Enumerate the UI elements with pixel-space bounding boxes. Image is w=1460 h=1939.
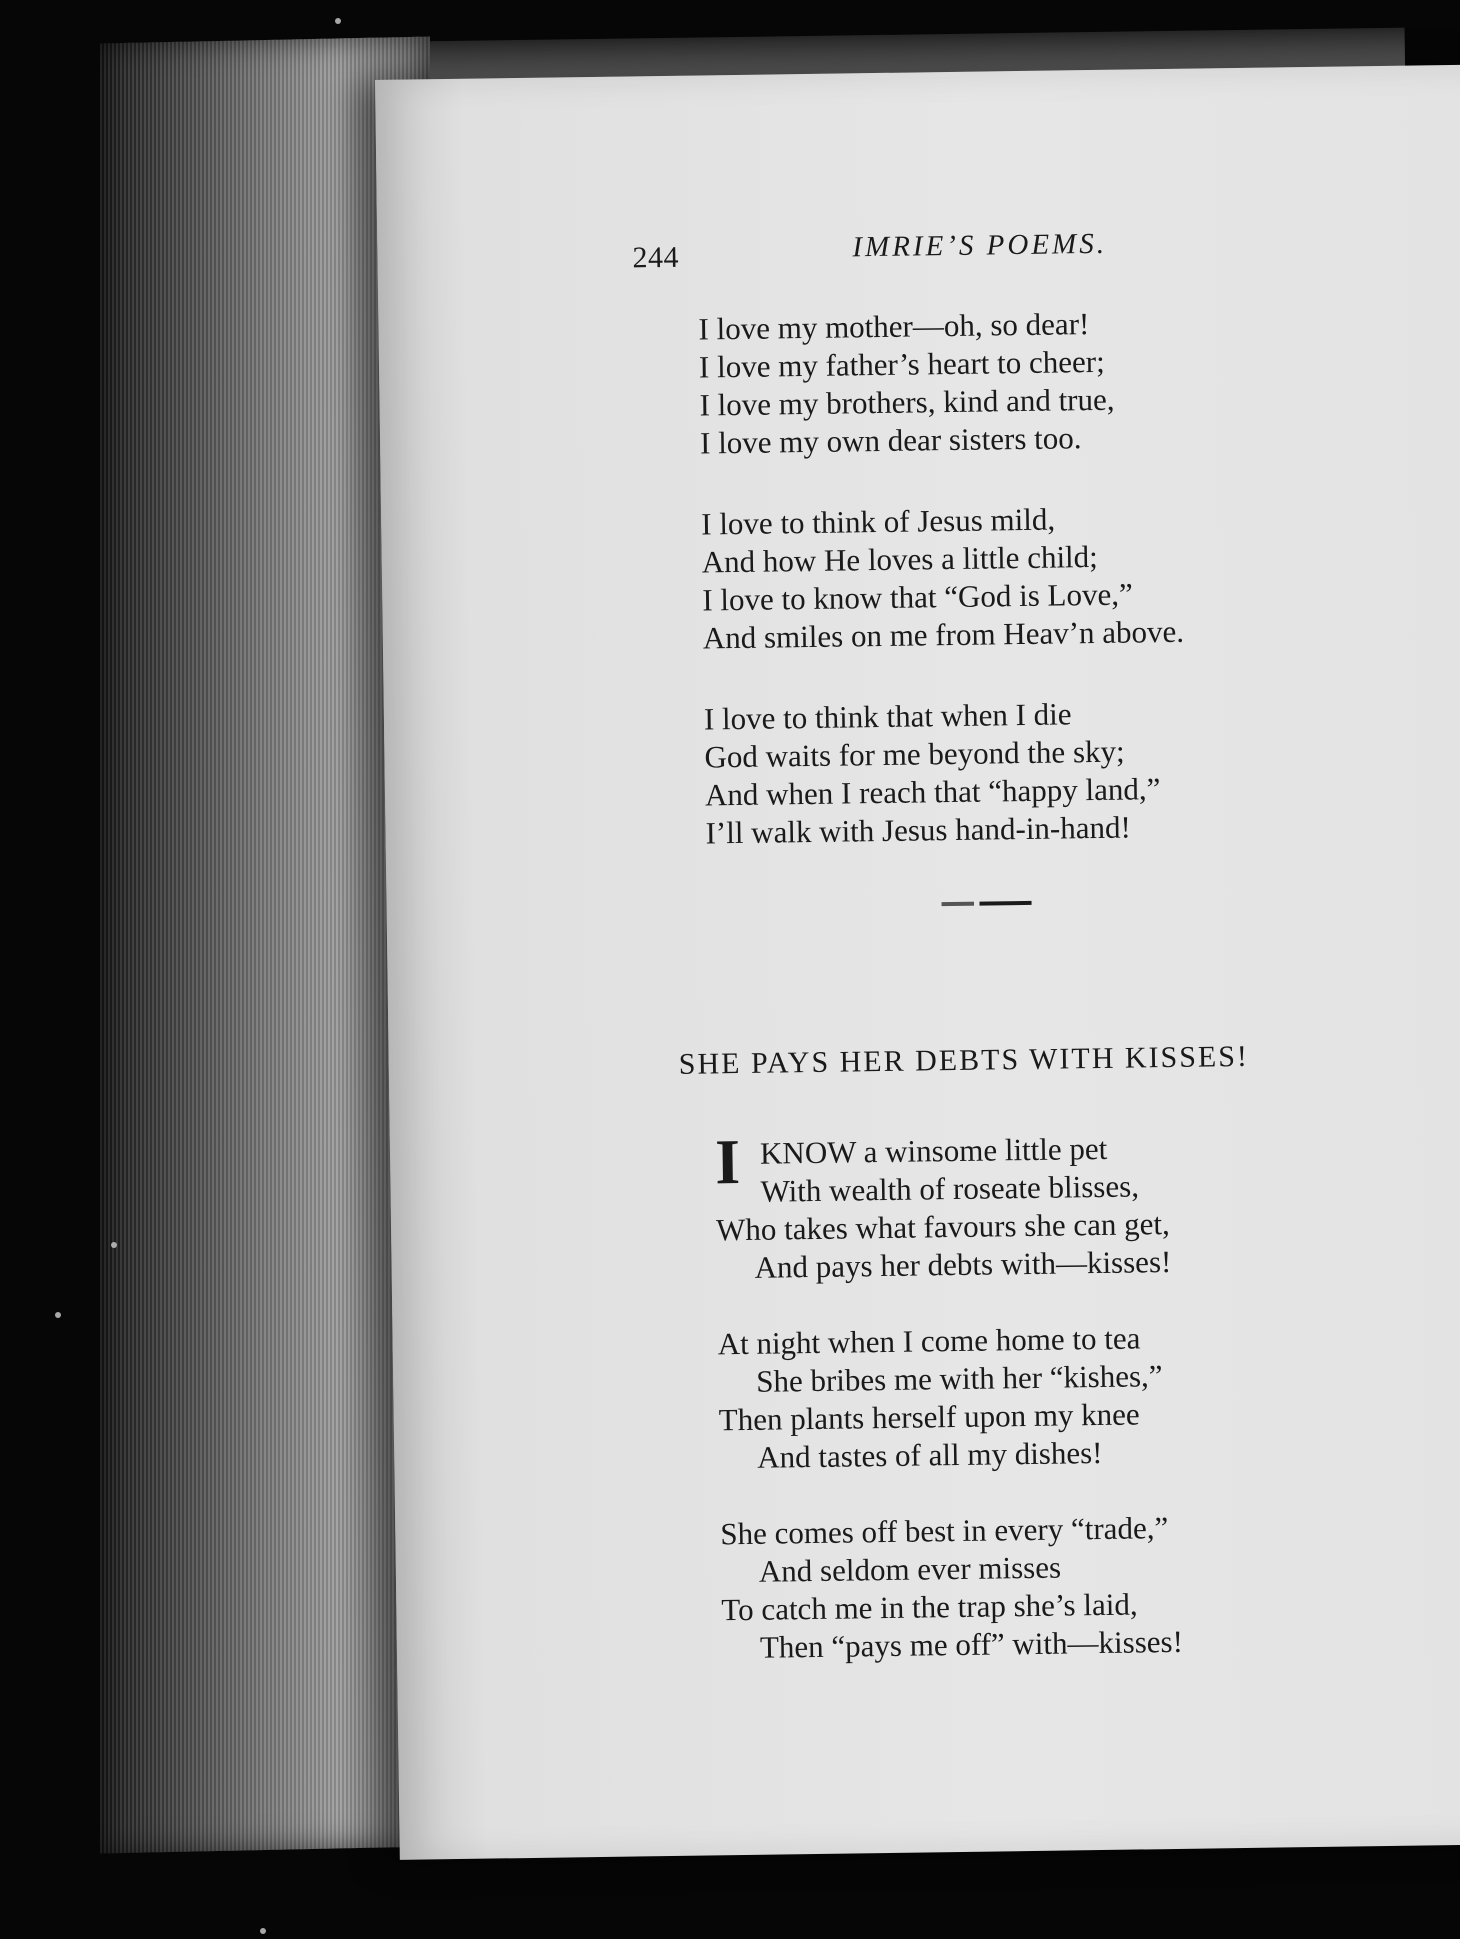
drop-cap-letter: I bbox=[714, 1126, 741, 1198]
poem-line: God waits for me beyond the sky; bbox=[704, 733, 1125, 775]
drop-cap-opening bbox=[714, 1126, 1177, 1211]
section-divider bbox=[942, 901, 1032, 906]
poem-line: Who takes what favours she can get, bbox=[715, 1206, 1170, 1248]
book-page bbox=[375, 65, 1460, 1860]
poem-line: At night when I come home to tea bbox=[717, 1320, 1141, 1362]
first-poem-stanza-3 bbox=[704, 694, 1161, 852]
scan-speck bbox=[260, 1928, 266, 1934]
poem-line: KNOW a winsome little pet bbox=[759, 1130, 1108, 1171]
poem-line: I love my father’s heart to cheer; bbox=[698, 343, 1105, 385]
poem-line: I love to think that when I die bbox=[703, 696, 1072, 737]
poem-line: I love my mother—oh, so dear! bbox=[698, 306, 1090, 347]
poem-line: With wealth of roseate blisses, bbox=[760, 1168, 1140, 1209]
poem-line: She bribes me with her “kishes,” bbox=[755, 1358, 1163, 1399]
running-head: IMRIE’S POEMS. bbox=[852, 227, 1108, 264]
scan-speck bbox=[335, 18, 341, 24]
second-poem-title: SHE PAYS HER DEBTS WITH KISSES! bbox=[678, 1039, 1250, 1081]
poem-line: Then plants herself upon my knee bbox=[718, 1396, 1140, 1438]
poem-line: And tastes of all my dishes! bbox=[757, 1434, 1103, 1475]
first-poem-stanza-1 bbox=[698, 305, 1115, 463]
page-number: 244 bbox=[632, 240, 680, 275]
poem-line: And seldom ever misses bbox=[758, 1549, 1062, 1589]
page-content bbox=[375, 65, 1460, 1860]
poem-line: To catch me in the trap she’s laid, bbox=[721, 1586, 1138, 1628]
scan-speck bbox=[55, 1312, 61, 1318]
poem-line: And smiles on me from Heav’n above. bbox=[702, 613, 1185, 656]
poem-line: And pays her debts with—kisses! bbox=[754, 1243, 1172, 1285]
poem-line: I love to think of Jesus mild, bbox=[700, 501, 1056, 542]
poem-line: And how He loves a little child; bbox=[701, 538, 1099, 580]
first-poem-stanza-2 bbox=[701, 499, 1184, 658]
poem-line: She comes off best in every “trade,” bbox=[720, 1510, 1169, 1552]
poem-line: I love to know that “God is Love,” bbox=[702, 576, 1133, 618]
poem-line: I love my brothers, kind and true, bbox=[699, 381, 1115, 423]
poem-line: And when I reach that “happy land,” bbox=[704, 771, 1161, 813]
poem-line: I’ll walk with Jesus hand-in-hand! bbox=[705, 809, 1132, 851]
stanza-gap bbox=[720, 1471, 1181, 1515]
poem-line: Then “pays me off” with—kisses! bbox=[759, 1623, 1184, 1665]
stanza-gap bbox=[717, 1281, 1178, 1325]
second-poem bbox=[714, 1126, 1184, 1667]
scan-speck bbox=[111, 1242, 117, 1248]
poem-line: I love my own dear sisters too. bbox=[699, 420, 1082, 461]
